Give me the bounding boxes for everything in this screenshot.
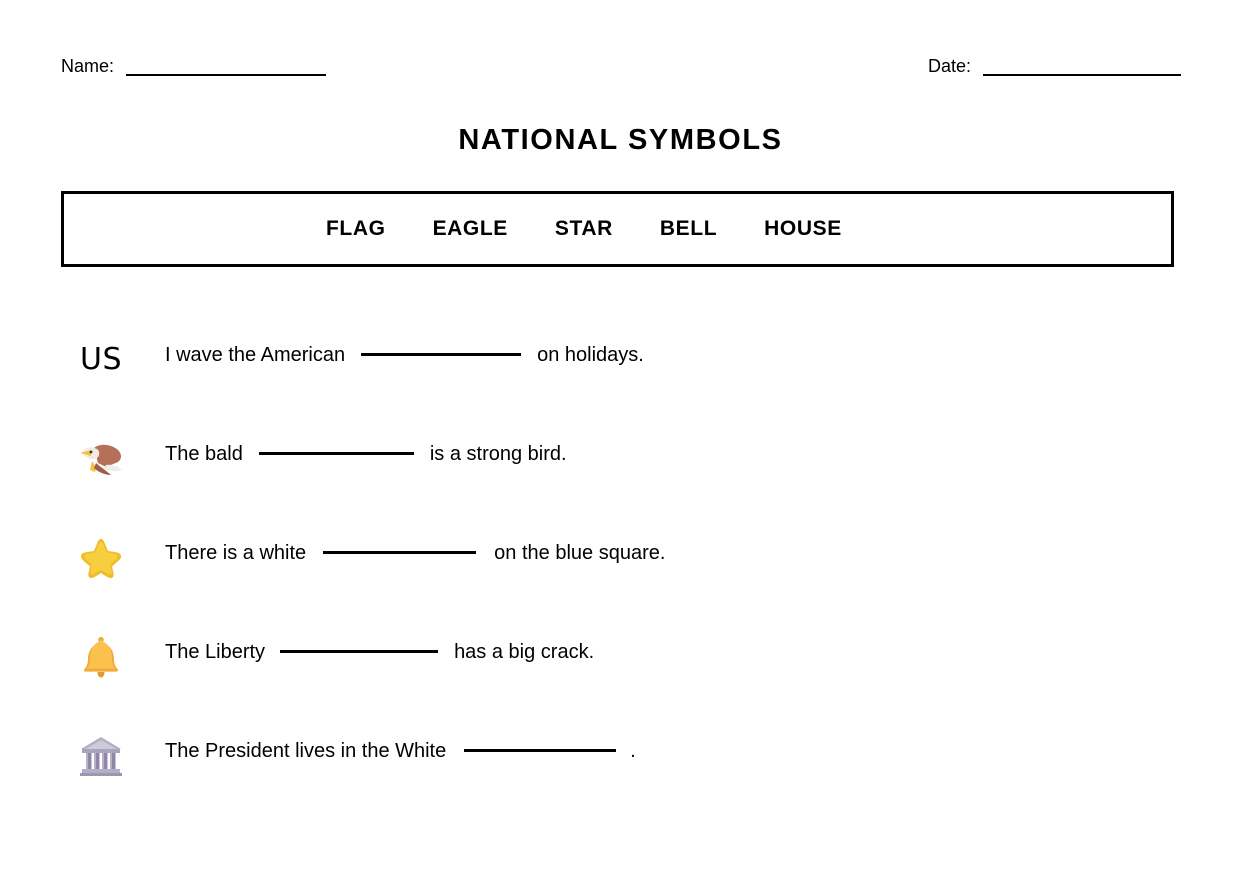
classical-building-icon (72, 730, 130, 782)
sentence-text (165, 440, 567, 468)
answer-blank[interactable] (259, 452, 414, 455)
word-bank-item[interactable]: FLAG (326, 217, 386, 240)
word-bank-list (64, 194, 1171, 264)
sentence-text (165, 737, 636, 765)
word-bank-box (61, 191, 1174, 267)
sentence-text (165, 539, 665, 567)
sentence-row (0, 330, 1241, 429)
bell-icon (72, 631, 130, 683)
sentence-text (165, 638, 594, 666)
sentence-row (0, 726, 1241, 825)
answer-blank[interactable] (280, 650, 438, 653)
sentence-before-blank: There is a white (165, 542, 307, 564)
word-bank-item[interactable]: HOUSE (764, 217, 842, 240)
sentence-before-blank: I wave the American (165, 344, 346, 366)
sentence-row (0, 429, 1241, 528)
worksheet-header (0, 55, 1241, 87)
word-bank-item[interactable]: STAR (554, 217, 613, 240)
sentence-after-blank: is a strong bird. (429, 443, 567, 465)
eagle-icon (72, 433, 130, 485)
name-label: Name: (61, 56, 115, 76)
page-title: NATIONAL SYMBOLS (458, 124, 783, 156)
answer-blank[interactable] (464, 749, 616, 752)
sentence-before-blank: The President lives in the White (165, 740, 447, 762)
us-flag-icon: US (79, 342, 122, 377)
sentence-before-blank: The bald (165, 443, 243, 465)
sentence-row (0, 528, 1241, 627)
answer-blank[interactable] (361, 353, 521, 356)
sentence-rows (0, 330, 1241, 825)
sentence-after-blank: on the blue square. (494, 542, 666, 564)
word-bank-item[interactable]: BELL (659, 217, 718, 240)
name-write-line[interactable] (126, 74, 326, 76)
sentence-text (165, 341, 644, 369)
date-write-line[interactable] (983, 74, 1181, 76)
word-bank-item[interactable]: EAGLE (432, 217, 508, 240)
date-field-group (928, 55, 1181, 77)
sentence-after-blank: has a big crack. (454, 641, 595, 663)
name-field-group (61, 55, 326, 77)
sentence-after-blank: . (630, 740, 636, 762)
answer-blank[interactable] (323, 551, 476, 554)
star-icon (72, 532, 130, 584)
sentence-after-blank: on holidays. (537, 344, 644, 366)
sentence-row (0, 627, 1241, 726)
date-label: Date: (928, 56, 972, 76)
sentence-before-blank: The Liberty (165, 641, 266, 663)
